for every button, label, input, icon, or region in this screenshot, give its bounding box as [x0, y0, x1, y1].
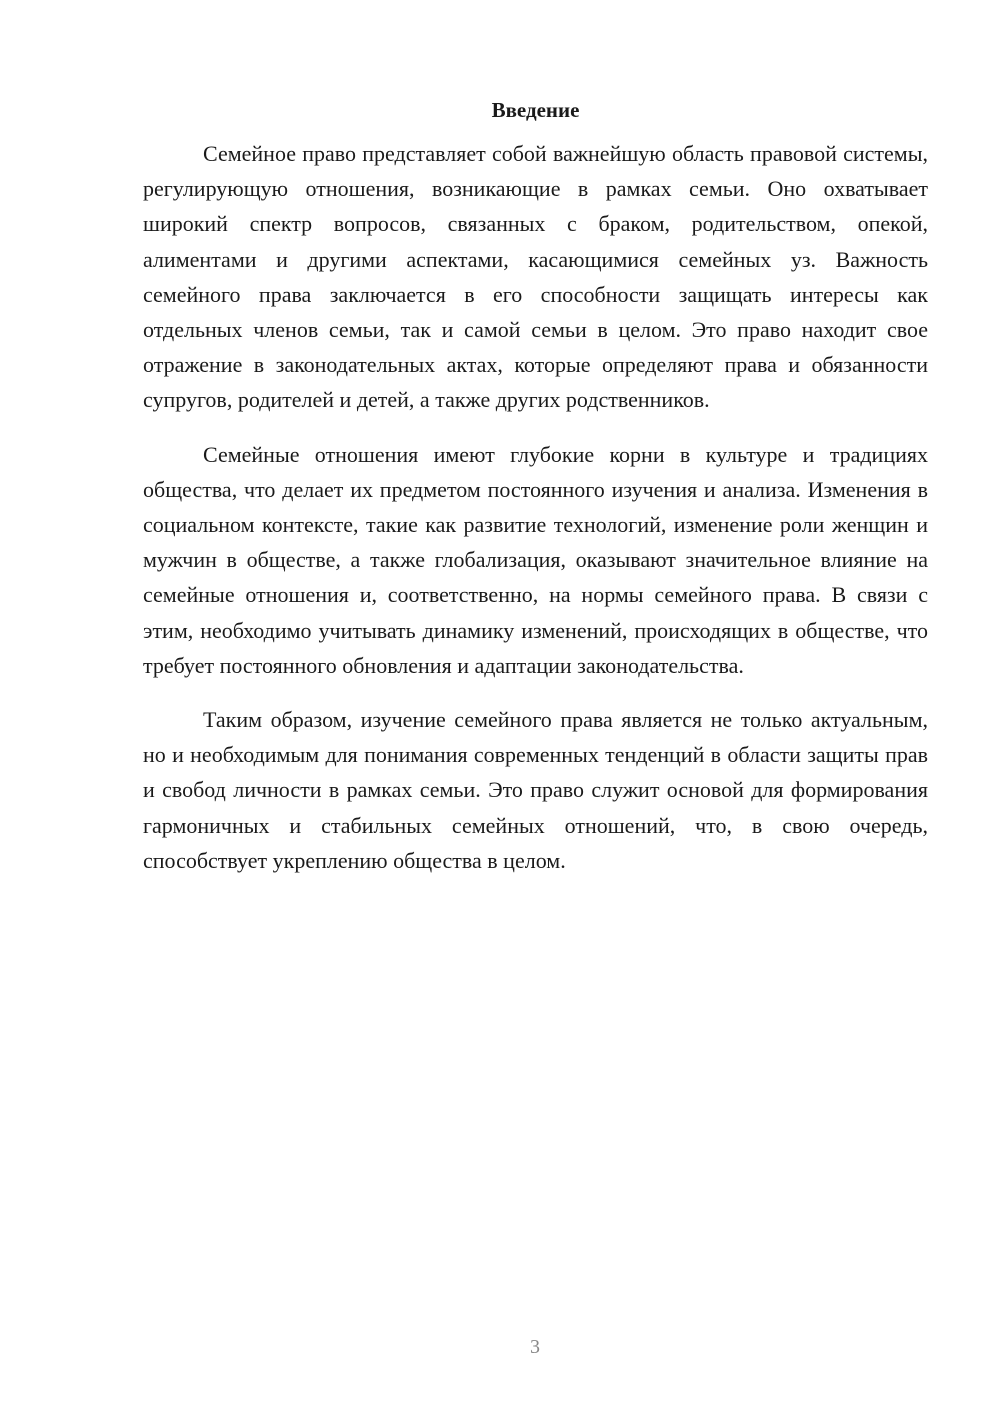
page-number: 3	[530, 1336, 540, 1358]
paragraph-2: Семейные отношения имеют глубокие корни в культуре и традициях общества, что делает их предметом постоянного изучения и анализа. Изменения в социальном контексте, такие как развитие технологий, изменение роли женщин и мужчин в обществе, а также глобализация, оказывают значительное влияние на семейные отношения и, соответственно, на нормы семейного права. В связи с этим, необходимо учитывать динамику изменений, происходящих в обществе, что требует постоянного обновления и адаптации законодательства.	[143, 441, 928, 678]
paragraph-3: Таким образом, изучение семейного права является не только актуальным, но и необходимым для понимания современных тенденций в области защиты прав и свобод личности в рамках семьи. Это право служит основой для формирования гармоничных и стабильных семейных отношений, что, в свою очередь, способствует укреплению общества в целом.	[143, 707, 928, 873]
section-heading: Введение	[491, 98, 580, 122]
paragraph-1: Семейное право представляет собой важнейшую область правовой системы, регулирующую отношения, возникающие в рамках семьи. Оно охватывает широкий спектр вопросов, связанных с браком, родительством, опекой, алиментами и другими аспектами, касающимися семейных уз. Важность семейного права заключается в его способности защищать интересы как отдельных членов семьи, так и самой семьи в целом. Это право находит свое отражение в законодательных актах, которые определяют права и обязанности супругов, родителей и детей, а также других родственников.	[143, 141, 928, 413]
document-body	[143, 92, 928, 897]
